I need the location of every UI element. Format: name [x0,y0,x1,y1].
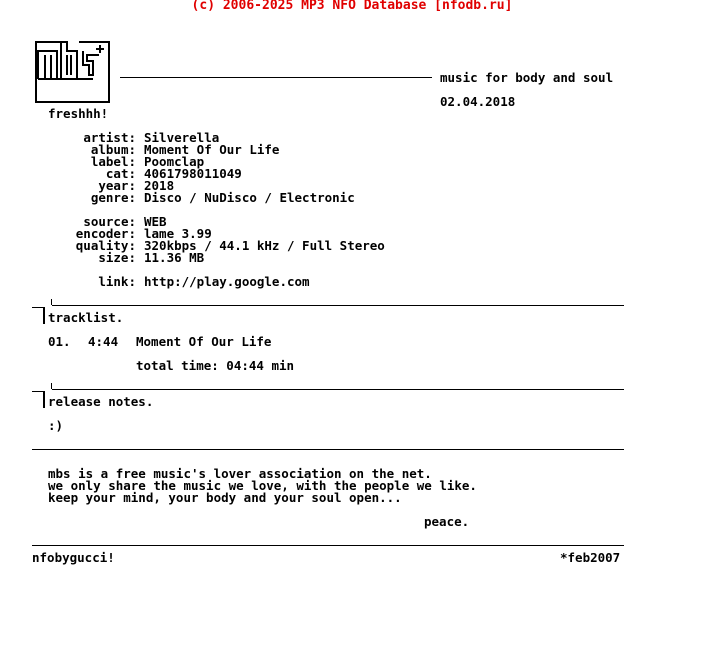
release-notes-heading: release notes. [48,394,154,409]
tech-label: quality: [75,238,136,253]
track-title: Moment Of Our Life [136,334,272,349]
info-label: genre: [90,190,136,205]
tracklist-heading: tracklist. [48,310,124,325]
mbs-logo-icon [35,41,110,103]
tracklist-rule [52,305,624,306]
tracklist-rule-tick [51,299,52,305]
tagline: music for body and soul [440,70,614,85]
about-signoff: peace. [424,514,470,529]
release-date: 02.04.2018 [440,94,516,109]
mbs-logo [35,41,110,103]
link-row [40,276,310,288]
info-value: 2018 [144,178,175,193]
footer-date: *feb2007 [560,550,621,565]
group-note: freshhh! [48,106,109,121]
info-value: 4061798011049 [144,166,242,181]
tech-row-quality [40,240,385,252]
notes-rule-tick [51,383,52,389]
info-row-cat [40,168,242,180]
tracklist-bracket-side [43,307,45,324]
about-line-2: we only share the music we love, with the people we like. [48,478,477,493]
info-value: Silverella [144,130,220,145]
notes-rule [52,389,624,390]
footer-rule [32,545,624,546]
tech-value: WEB [144,214,167,229]
info-value: Disco / NuDisco / Electronic [144,190,355,205]
info-label: album: [90,142,136,157]
about-line-3: keep your mind, your body and your soul open... [48,490,402,505]
info-row-genre [40,192,355,204]
copyright-banner: (c) 2006-2025 MP3 NFO Database [nfodb.ru] [191,0,513,13]
info-value: Poomclap [144,154,205,169]
tech-label: source: [83,214,136,229]
tech-value: 320kbps / 44.1 kHz / Full Stereo [144,238,385,253]
notes-bracket-side [43,391,45,408]
info-label: artist: [83,130,136,145]
tech-label: size: [98,250,136,265]
total-time: total time: 04:44 min [136,358,295,373]
info-label: year: [98,178,136,193]
link-value[interactable]: http://play.google.com [144,274,310,289]
tech-row-size [40,252,204,264]
tech-value: lame 3.99 [144,226,212,241]
footer-credit: nfobygucci! [32,550,115,565]
about-line-1: mbs is a free music's lover association on the net. [48,466,432,481]
about-rule [32,449,624,450]
header-rule [120,77,432,78]
info-label: label: [90,154,136,169]
info-label: cat: [105,166,136,181]
info-value: Moment Of Our Life [144,142,280,157]
track-number: 01. [48,334,71,349]
release-notes-text: :) [48,418,64,433]
tech-value: 11.36 MB [144,250,205,265]
track-duration: 4:44 [88,334,119,349]
tech-label: encoder: [75,226,136,241]
link-label: link: [98,274,136,289]
